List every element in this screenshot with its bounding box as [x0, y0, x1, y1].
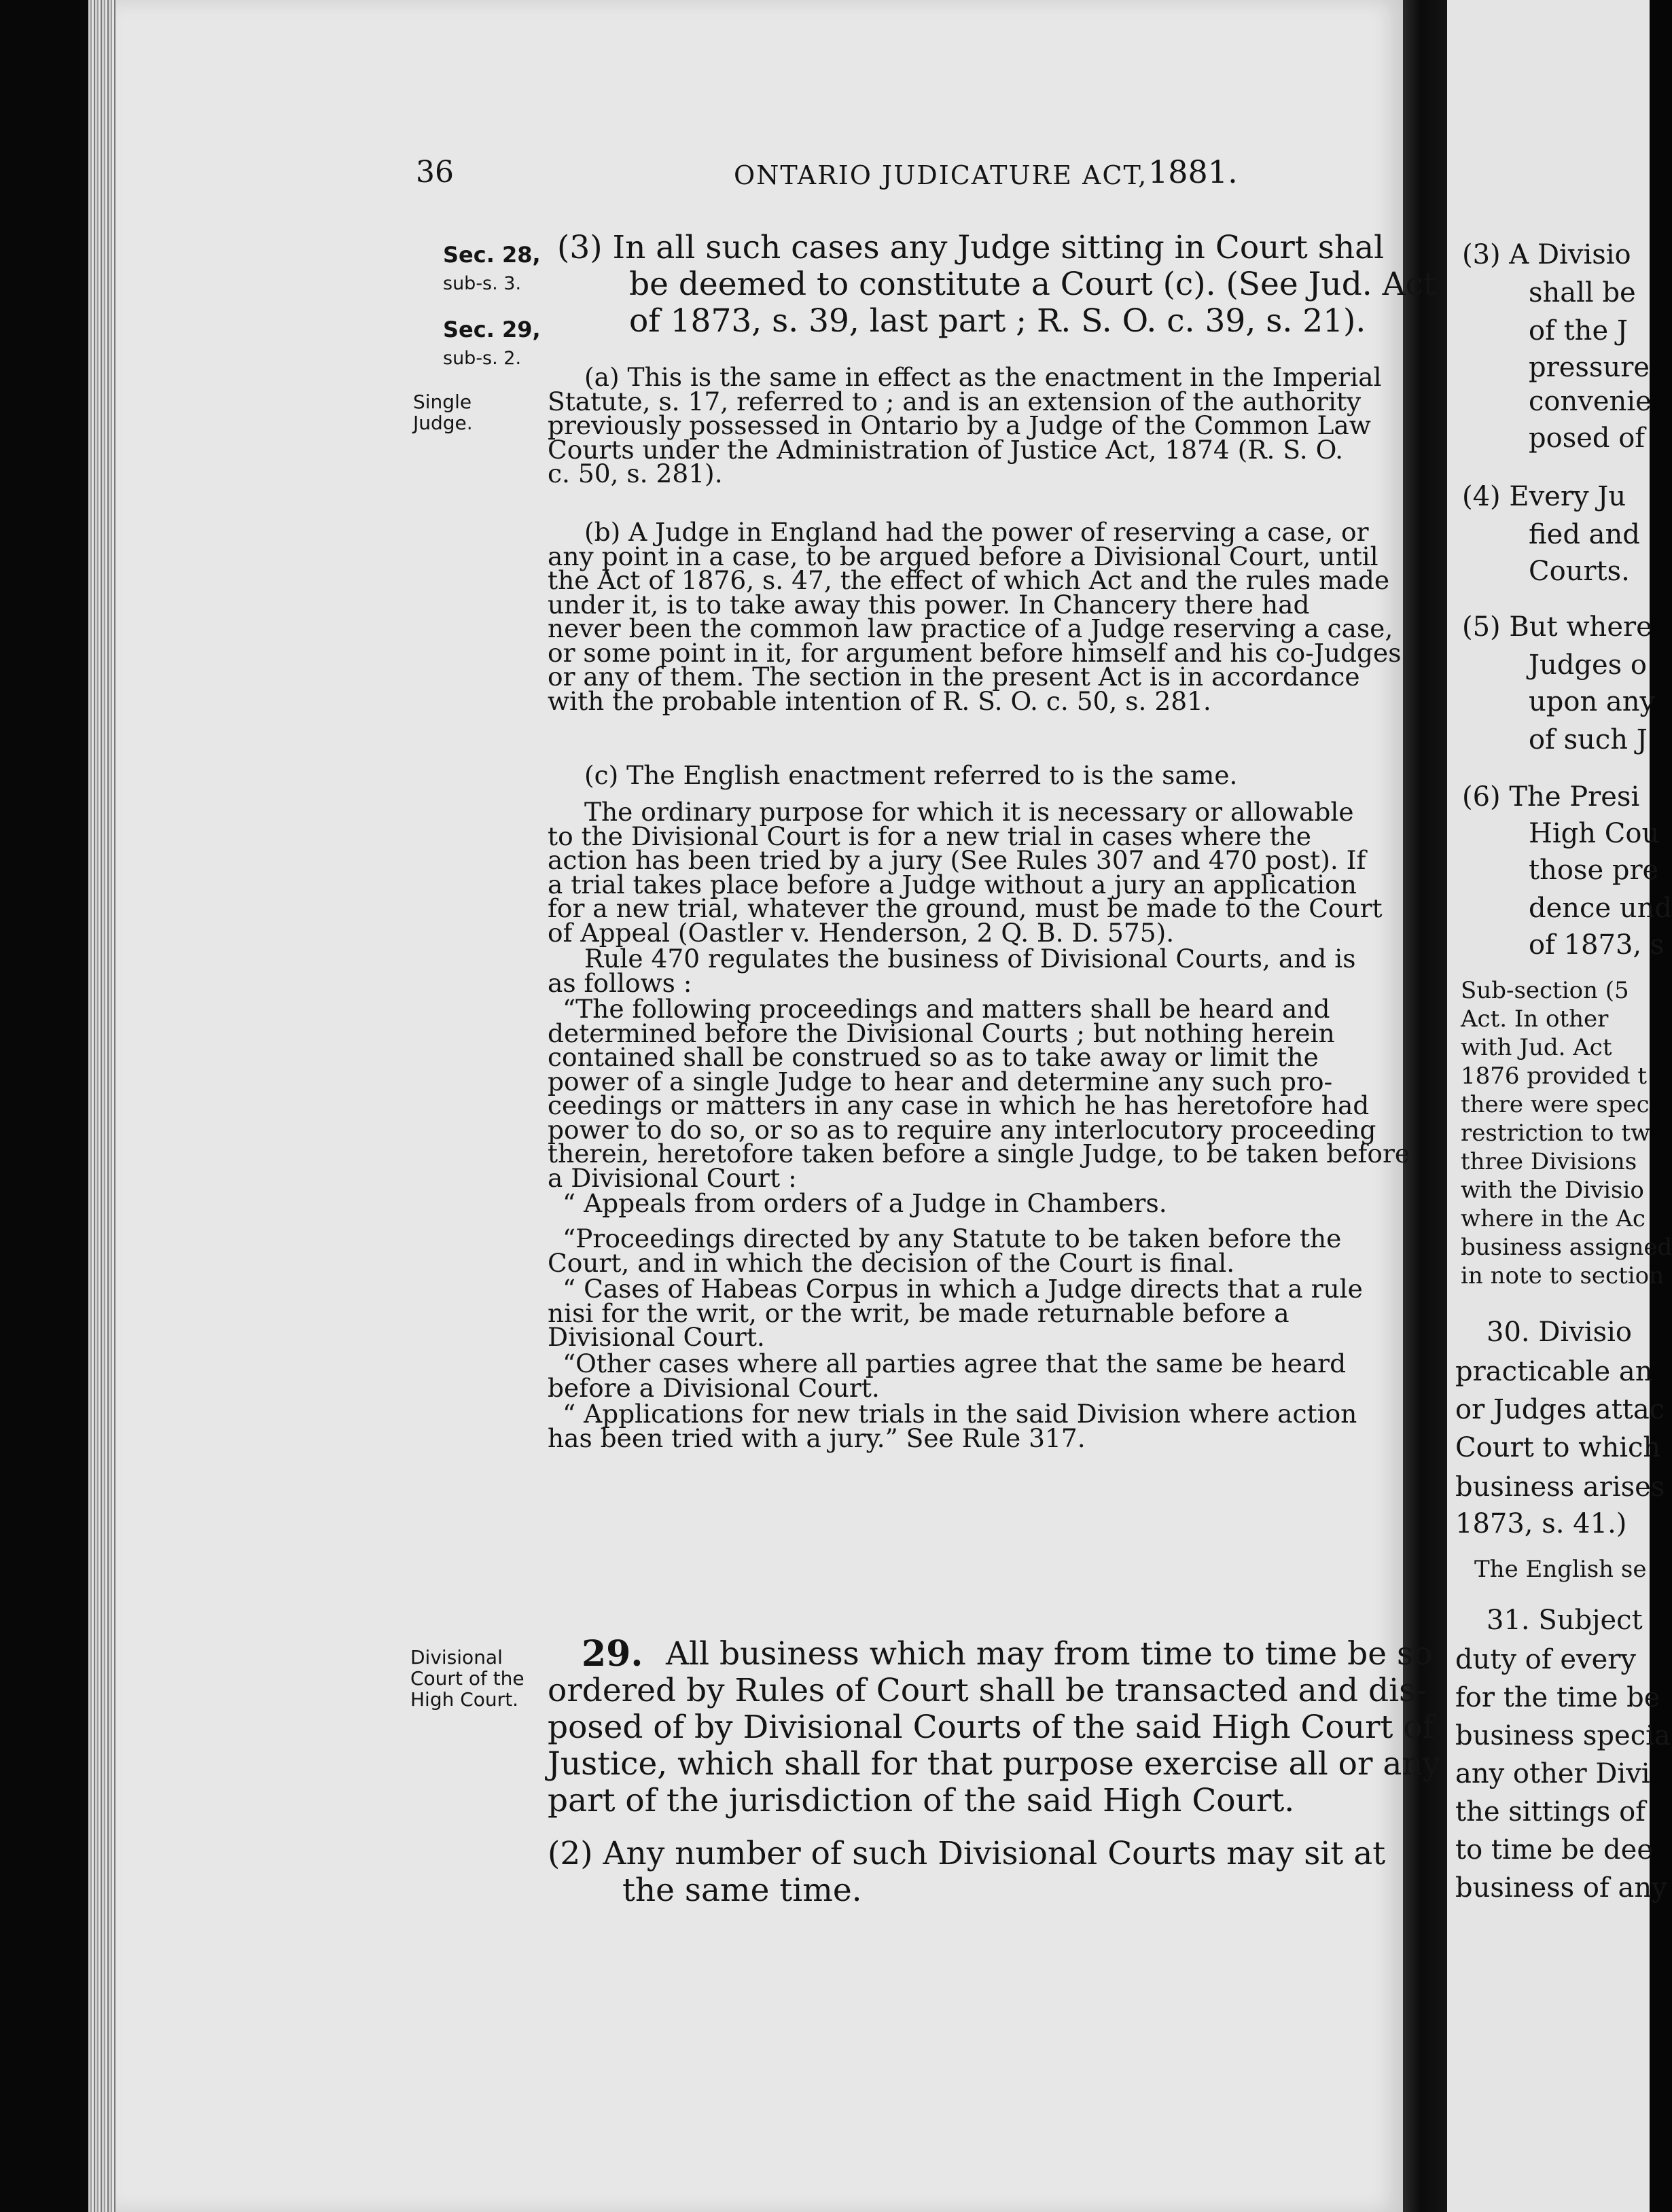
margin-sec28: Sec. 28, — [443, 242, 541, 268]
margin-divisional-court — [410, 1647, 524, 1710]
rule-470-line: as follows : — [548, 967, 692, 998]
section-29-line: Justice, which shall for that purpose exercise all or any — [548, 1745, 1441, 1783]
quote-following-line: ceedings or matters in any case in which he has heretofore had — [548, 1090, 1370, 1120]
quote-following-line: a Divisional Court : — [548, 1162, 797, 1193]
section-29-sub2-line: the same time. — [622, 1872, 862, 1909]
right-page-line: fied and — [1529, 519, 1640, 550]
right-page-line: posed of — [1529, 423, 1646, 454]
right-page-line: 30. Divisio — [1487, 1317, 1632, 1348]
section-29-line: posed of by Divisional Courts of the said High Court of — [548, 1709, 1435, 1746]
quote-other-line: before a Divisional Court. — [548, 1372, 880, 1403]
right-page-line: duty of every — [1455, 1644, 1637, 1675]
note-c-line: (c) The English enactment referred to is the same. — [584, 760, 1238, 790]
right-page-line: business specia — [1455, 1720, 1671, 1751]
section-29-line: part of the jurisdiction of the said High Court. — [548, 1782, 1295, 1819]
right-page-line: pressure — [1529, 352, 1650, 383]
right-page-line: Courts. — [1529, 556, 1630, 587]
quote-following-line: determined before the Divisional Courts ; but nothing herein — [548, 1018, 1335, 1048]
right-page — [1447, 0, 1672, 2212]
running-year: 1881. — [1148, 154, 1238, 190]
ordinary-purpose-line: of Appeal (Oastler v. Henderson, 2 Q. B. D. 575). — [548, 917, 1175, 948]
page-stack-edge — [88, 0, 115, 2212]
subsection-3-line: be deemed to constitute a Court (c). (See Jud. Act — [629, 266, 1436, 303]
note-b-line: any point in a case, to be argued before a Divisional Court, until — [548, 541, 1378, 571]
right-page-line: with Jud. Act — [1461, 1034, 1612, 1061]
quote-following-line: power to do so, or so as to require any interlocutory proceeding — [548, 1114, 1376, 1145]
ordinary-purpose-line: action has been tried by a jury (See Rules 307 and 470 post). If — [548, 845, 1366, 875]
quote-applications-line: has been tried with a jury.” See Rule 317. — [548, 1423, 1086, 1453]
right-page-line: Judges o — [1529, 649, 1648, 681]
note-a-line: Courts under the Administration of Justice Act, 1874 (R. S. O. — [548, 434, 1344, 465]
section-29-line: All business which may from time to time be so — [666, 1635, 1433, 1673]
section-29-line: ordered by Rules of Court shall be transacted and dis- — [548, 1672, 1427, 1709]
right-page-line: Act. In other — [1461, 1005, 1609, 1033]
right-page-line: Court to which — [1455, 1432, 1661, 1463]
note-a-line: previously possessed in Ontario by a Judge of the Common Law — [548, 410, 1371, 440]
margin-sec29-sub: sub-s. 2. — [443, 348, 522, 369]
right-page-line: of the J — [1529, 315, 1628, 346]
right-page-line: shall be — [1529, 277, 1636, 308]
right-page-line: those pre — [1529, 855, 1659, 886]
right-page-line: High Cou — [1529, 818, 1660, 849]
right-page-line: business arises — [1455, 1471, 1665, 1503]
margin-sec28-sub: sub-s. 3. — [443, 273, 522, 294]
right-page-line: restriction to tw — [1461, 1120, 1651, 1147]
margin-sec29: Sec. 29, — [443, 317, 541, 342]
note-b-line: under it, is to take away this power. In Chancery there had — [548, 589, 1310, 620]
note-b-line: never been the common law practice of a Judge reserving a case, — [548, 613, 1393, 643]
note-b-line: the Act of 1876, s. 47, the effect of which Act and the rules made — [548, 565, 1390, 595]
note-a-line: c. 50, s. 281). — [548, 459, 723, 488]
section-29-sub2-line: (2) Any number of such Divisional Courts may sit at — [548, 1835, 1386, 1872]
right-page-line: 1876 provided t — [1461, 1063, 1648, 1090]
note-a-line: Statute, s. 17, referred to ; and is an extension of the authority — [548, 386, 1362, 416]
quote-statute-line: “Proceedings directed by any Statute to be taken before the — [563, 1224, 1342, 1253]
ordinary-purpose-line: to the Divisional Court is for a new trial in cases where the — [548, 821, 1311, 851]
quote-applications-line: “ Applications for new trials in the said Division where action — [563, 1399, 1357, 1429]
right-page-line: (5) But where — [1462, 611, 1652, 643]
margin-single-judge — [413, 391, 473, 433]
note-b-line: (b) A Judge in England had the power of reserving a case, or — [584, 517, 1369, 547]
note-b-line: or any of them. The section in the present Act is in accordance — [548, 662, 1360, 692]
margin-line: Single — [413, 391, 472, 413]
margin-line: High Court. — [410, 1688, 519, 1711]
quote-other-line: “Other cases where all parties agree that the same be heard — [563, 1349, 1347, 1378]
right-page-line: with the Divisio — [1461, 1177, 1644, 1204]
right-page-line: (4) Every Ju — [1462, 481, 1626, 512]
quote-habeas-line: Divisional Court. — [548, 1322, 765, 1352]
right-page-line: to time be dee — [1455, 1834, 1653, 1866]
right-page-line: Sub-section (5 — [1461, 977, 1629, 1004]
right-page-line: 1873, s. 41.) — [1455, 1508, 1627, 1539]
note-b-line: or some point in it, for argument before himself and his co-Judges — [548, 637, 1402, 668]
quote-following-line: “The following proceedings and matters shall be heard and — [563, 994, 1330, 1024]
right-page-line: (3) A Divisio — [1462, 239, 1631, 270]
right-page-line: business of any — [1455, 1872, 1667, 1904]
right-page-line: practicable an — [1455, 1356, 1653, 1387]
quote-following-line: power of a single Judge to hear and determine any such pro- — [548, 1066, 1333, 1096]
section-29-number: 29. — [582, 1633, 643, 1675]
margin-line: Judge. — [413, 412, 473, 434]
quote-statute-line: Court, and in which the decision of the Court is final. — [548, 1247, 1235, 1278]
ordinary-purpose-line: The ordinary purpose for which it is necessary or allowable — [584, 797, 1354, 827]
right-page-line: in note to section — [1461, 1262, 1664, 1289]
book-gutter — [1403, 0, 1447, 2212]
right-page-line: of 1873, s — [1529, 929, 1665, 961]
page-number: 36 — [416, 155, 454, 190]
right-page-line: or Judges attac — [1455, 1394, 1665, 1425]
subsection-3-line: of 1873, s. 39, last part ; R. S. O. c. 39, s. 21). — [629, 302, 1366, 340]
ordinary-purpose-line: for a new trial, whatever the ground, must be made to the Court — [548, 893, 1383, 923]
right-page-line: business assigned — [1461, 1234, 1672, 1261]
right-page-line: dence und — [1529, 893, 1672, 924]
right-page-line: convenie — [1529, 386, 1652, 417]
right-page-line: (6) The Presi — [1462, 781, 1640, 813]
note-a-line: (a) This is the same in effect as the enactment in the Imperial — [584, 362, 1382, 392]
ordinary-purpose-line: a trial takes place before a Judge without a jury an application — [548, 869, 1357, 899]
quote-following-line: contained shall be construed so as to take away or limit the — [548, 1042, 1319, 1072]
subsection-3-line: (3) In all such cases any Judge sitting in Court shal — [557, 229, 1385, 266]
right-page-line: any other Divi — [1455, 1758, 1650, 1789]
quote-appeals-line: “ Appeals from orders of a Judge in Chambers. — [563, 1188, 1167, 1218]
book-edge-shadow — [0, 0, 88, 2212]
note-b-line: with the probable intention of R. S. O. c. 50, s. 281. — [548, 685, 1211, 716]
rule-470-line: Rule 470 regulates the business of Divisional Courts, and is — [584, 944, 1356, 974]
margin-line: Court of the — [410, 1667, 524, 1690]
right-page-line: three Divisions — [1461, 1148, 1637, 1175]
running-title: ONTARIO JUDICATURE ACT, — [734, 160, 1148, 190]
right-page-line: the sittings of — [1455, 1796, 1646, 1827]
right-page-line: The English se — [1474, 1556, 1647, 1583]
right-page-line: upon any — [1529, 686, 1656, 717]
quote-following-line: therein, heretofore taken before a single Judge, to be taken before — [548, 1139, 1410, 1169]
right-page-line: of such J — [1529, 724, 1648, 755]
right-page-line: where in the Ac — [1461, 1205, 1646, 1232]
right-page-line: there were spec — [1461, 1091, 1650, 1118]
margin-line: Divisional — [410, 1646, 503, 1669]
quote-habeas-line: nisi for the writ, or the writ, be made returnable before a — [548, 1298, 1289, 1328]
quote-habeas-line: “ Cases of Habeas Corpus in which a Judge directs that a rule — [563, 1274, 1363, 1304]
right-page-line: 31. Subject — [1487, 1605, 1643, 1636]
right-page-line: for the time be — [1455, 1682, 1660, 1713]
